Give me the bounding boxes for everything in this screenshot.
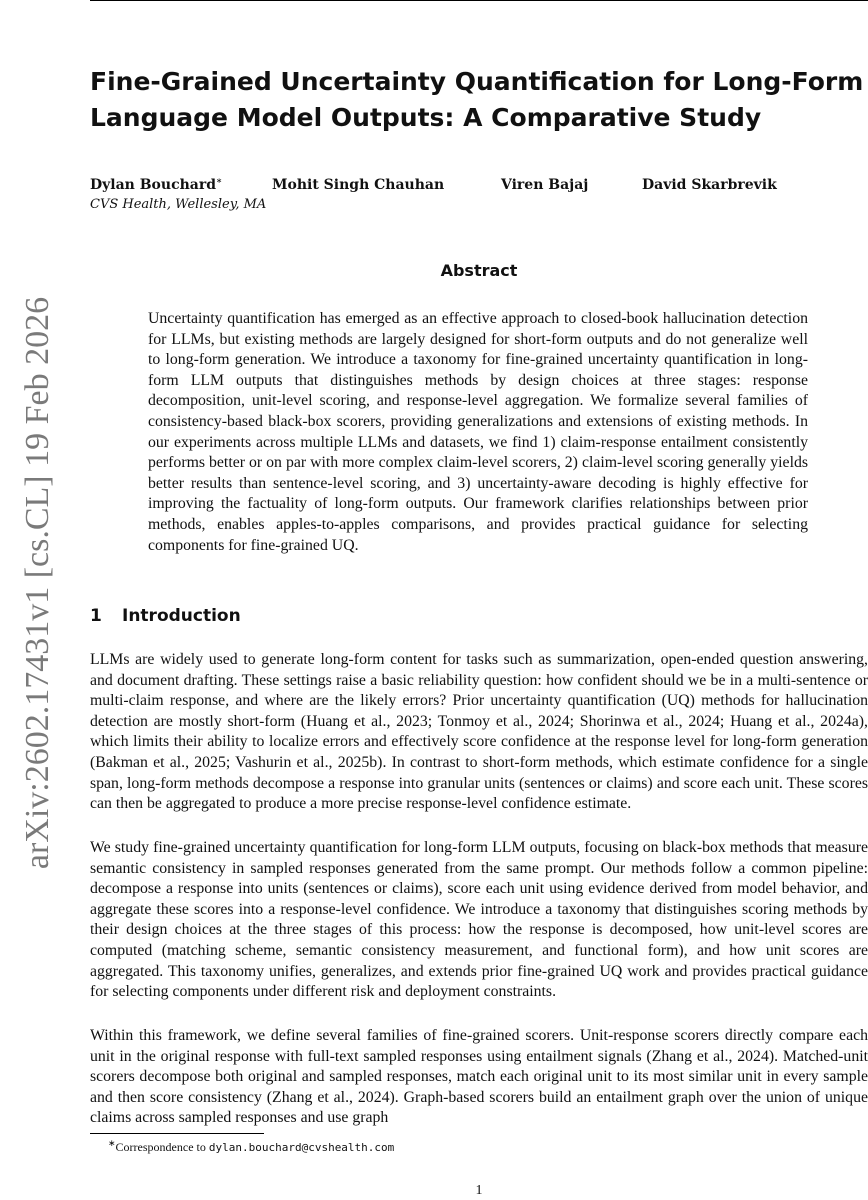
affiliation: CVS Health, Wellesley, MA [90, 197, 267, 212]
correspondence-email[interactable]: dylan.bouchard@cvshealth.com [208, 1141, 395, 1154]
section-number: 1 [90, 606, 102, 626]
section-heading [90, 606, 241, 626]
body-paragraph: LLMs are widely used to generate long-form content for tasks such as summarization, open-ended question answering, and document drafting. These settings raise a basic reliability question: how confident should we be in a multi-sentence or multi-claim response, and where are the likely errors? Prior uncertainty quantification (UQ) methods for hallucination detection are mostly short-form (Huang et al., 2023; Tonmoy et al., 2024; Shorinwa et al., 2024; Huang et al., 2024a), which limits their ability to localize errors and effectively score confidence at the response level for long-form generation (Bakman et al., 2025; Vashurin et al., 2025b). In contrast to short-form methods, which estimate confidence for a single span, long-form methods decompose a response into granular units (sentences or claims) and score each unit. These scores can then be aggregated to produce a more precise response-level confidence estimate. [90, 651, 868, 813]
author-name: David Skarbrevik [642, 177, 777, 193]
abstract-heading: Abstract [440, 261, 518, 280]
abstract-text: Uncertainty quantification has emerged as an effective approach to closed-book hallucination detection for LLMs, but existing methods are largely designed for short-form outputs and do not generalize well to long-form generation. We introduce a taxonomy for fine-grained uncertainty quantification in long-form LLM outputs that distinguishes methods by design choices at three stages: response decomposition, unit-level scoring, and response-level aggregation. We formalize several families of consistency-based black-box scorers, providing generalizations and extensions of existing methods. In our experiments across multiple LLMs and datasets, we find 1) claim-response entailment consistently performs better or on par with more complex claim-level scorers, 2) claim-level scoring generally yields better results than sentence-level scoring, and 3) uncertainty-aware decoding is highly effective for improving the factuality of long-form outputs. Our framework clarifies relationships between prior methods, enables apples-to-apples comparisons, and provides practical guidance for selecting components for fine-grained UQ. [148, 310, 808, 554]
footnote [108, 1140, 394, 1155]
paper-title: Fine-Grained Uncertainty Quantification for Long-Form Language Model Outputs: A Comparative Study [90, 67, 864, 132]
footnote-text: Correspondence to [115, 1140, 209, 1154]
footnote-rule [90, 1133, 264, 1134]
footnote-mark: ∗ [108, 1138, 116, 1148]
top-rule [90, 0, 868, 1]
author-name: Dylan Bouchard∗ [90, 176, 223, 193]
section-title: Introduction [122, 606, 241, 626]
author-name: Mohit Singh Chauhan [272, 177, 445, 193]
page-number: 1 [475, 1183, 483, 1198]
arxiv-identifier[interactable]: arXiv:2602.17431v1 [cs.CL] 19 Feb 2026 [19, 296, 56, 870]
author-name: Viren Bajaj [501, 177, 589, 193]
body-paragraph: Within this framework, we define several families of fine-grained scorers. Unit-response scorers directly compare each unit in the original response with full-text sampled responses using entailment signals (Zhang et al., 2024). Matched-unit scorers decompose both original and sampled responses, match each original unit to its most similar unit in every sample and then score consistency (Zhang et al., 2024). Graph-based scorers build an entailment graph over the union of unique claims across sampled responses and use graph [90, 1027, 868, 1127]
body-paragraph: We study fine-grained uncertainty quantification for long-form LLM outputs, focusing on black-box methods that measure semantic consistency in sampled responses generated from the same prompt. Our methods follow a common pipeline: decompose a response into units (sentences or claims), score each unit using evidence derived from model behavior, and aggregate these scores into a response-level confidence. We introduce a taxonomy that distinguishes scoring methods by their design choices at the three stages of this process: how the response is decomposed, how unit-level scores are computed (matching scheme, semantic consistency measurement, and functional form), and how unit scores are aggregated. This taxonomy unifies, generalizes, and extends prior fine-grained UQ work and provides practical guidance for selecting components under different risk and deployment constraints. [90, 839, 868, 1001]
author-list [0, 177, 868, 197]
author-footnote-mark: ∗ [216, 176, 223, 187]
